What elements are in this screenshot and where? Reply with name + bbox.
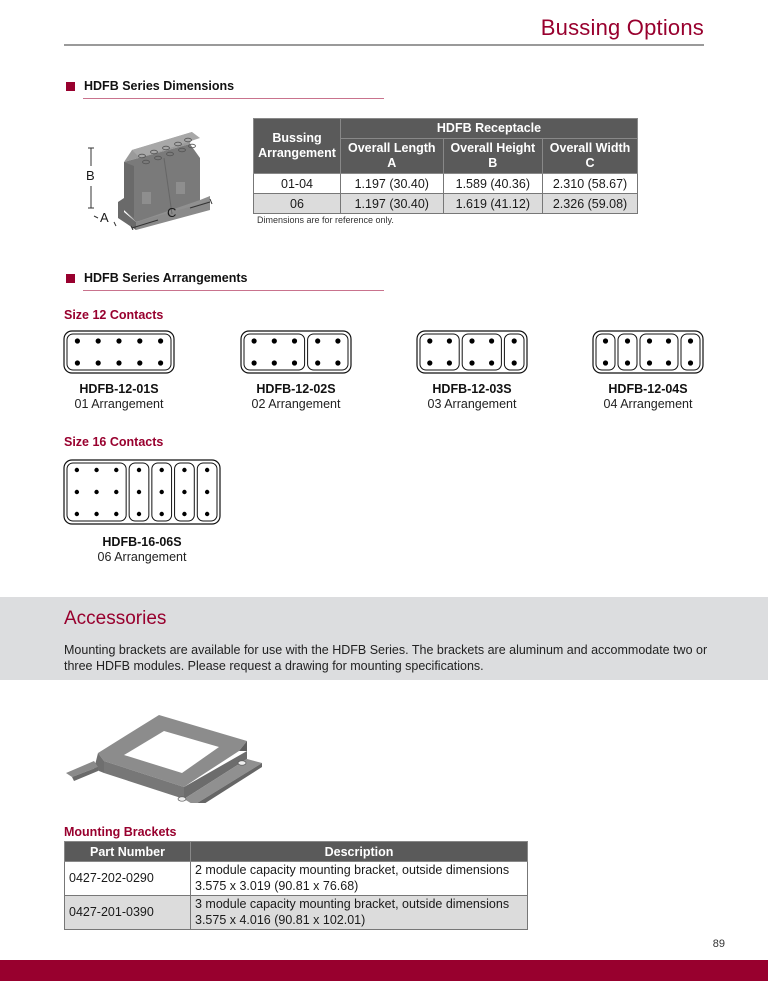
arrangement-name: 03 Arrangement (427, 397, 517, 411)
table-row (254, 194, 638, 214)
contact-dot (114, 512, 118, 516)
section-divider (83, 98, 384, 99)
shell-outline (64, 331, 174, 373)
shell-outline (64, 460, 220, 524)
contact-dot (688, 338, 693, 343)
table-cell: 2.326 (59.08) (543, 194, 638, 214)
contact-dot (489, 338, 494, 343)
footer-bar (0, 960, 768, 981)
contact-dot (205, 490, 209, 494)
section-heading-arrangements (66, 271, 247, 285)
contact-dot (252, 338, 257, 343)
contact-dot (114, 490, 118, 494)
shell-outline (241, 331, 351, 373)
contact-dot (512, 338, 517, 343)
size-12-heading: Size 12 Contacts (64, 308, 164, 322)
contact-dot (647, 338, 652, 343)
table-row (254, 174, 638, 194)
contact-dot (427, 360, 432, 365)
contact-dot (666, 338, 671, 343)
contact-dot (512, 360, 517, 365)
contact-dot (75, 512, 79, 516)
contact-dot (489, 360, 494, 365)
contact-dot (272, 360, 277, 365)
shell-outline (593, 331, 703, 373)
arrangement-part-number: HDFB-16-06S (102, 535, 182, 549)
contact-dot (205, 468, 209, 472)
accessories-description: Mounting brackets are available for use with the HDFB Series. The brackets are aluminum and accommodate two or three HDFB modules. Please request a drawing for mounting specifications. (64, 643, 708, 673)
page-number: 89 (712, 938, 725, 950)
bullet-square-icon (66, 274, 75, 283)
table-cell: 2.310 (58.67) (543, 174, 638, 194)
contact-dot (469, 360, 474, 365)
column-header-bussing-arrangement: Bussing Arrangement (254, 119, 341, 174)
table-cell: 1.589 (40.36) (443, 174, 543, 194)
contact-dot (625, 338, 630, 343)
table-cell: 06 (254, 194, 341, 214)
dimension-label-c: C (167, 205, 177, 220)
table-cell: 1.197 (30.40) (341, 194, 444, 214)
arrangement-hdfb-16-06s (54, 459, 230, 564)
column-group-header-receptacle: HDFB Receptacle (341, 119, 638, 139)
bullet-square-icon (66, 82, 75, 91)
contact-dot (158, 360, 163, 365)
section-heading-dimensions (66, 79, 234, 93)
contact-dot (292, 338, 297, 343)
contact-dot (447, 360, 452, 365)
contact-layout-diagram (63, 330, 175, 374)
contact-layout-diagram (416, 330, 528, 374)
description-cell: 2 module capacity mounting bracket, outside dimensions 3.575 x 3.019 (90.81 x 76.68) (191, 862, 528, 896)
shell-outline (417, 331, 527, 373)
accessories-title: Accessories (64, 608, 167, 629)
dimension-label-b: B (86, 168, 95, 183)
contact-dot (469, 338, 474, 343)
contact-dot (116, 360, 121, 365)
table-cell: 01-04 (254, 174, 341, 194)
column-header-length: Overall Length A (341, 139, 444, 174)
title-divider (64, 44, 704, 46)
table-row (65, 862, 528, 896)
contact-dot (292, 360, 297, 365)
contact-dot (114, 468, 118, 472)
contact-dot (75, 338, 80, 343)
page-title: Bussing Options (540, 15, 704, 40)
contact-layout-diagram (240, 330, 352, 374)
contact-dot (94, 468, 98, 472)
dimensions-table (253, 118, 638, 214)
contact-layout-diagram (592, 330, 704, 374)
part-number-cell: 0427-201-0390 (65, 896, 191, 930)
arrangement-part-number: HDFB-12-03S (432, 382, 512, 396)
contact-dot (666, 360, 671, 365)
contact-dot (137, 490, 141, 494)
contact-dot (160, 468, 164, 472)
arrangement-name: 06 Arrangement (97, 550, 187, 564)
column-header-width: Overall Width C (543, 139, 638, 174)
contact-dot (96, 338, 101, 343)
table-cell: 1.197 (30.40) (341, 174, 444, 194)
contact-dot (137, 338, 142, 343)
size-16-heading: Size 16 Contacts (64, 435, 164, 449)
dimension-label-a: A (100, 210, 109, 225)
contact-dot (315, 338, 320, 343)
contact-layout-diagram (63, 459, 221, 525)
contact-dot (116, 338, 121, 343)
arrangement-hdfb-12-03s (407, 330, 537, 411)
mounting-brackets-table (64, 841, 528, 930)
contact-dot (182, 512, 186, 516)
contact-dot (603, 360, 608, 365)
arrangement-name: 01 Arrangement (74, 397, 164, 411)
contact-dot (96, 360, 101, 365)
part-number-cell: 0427-202-0290 (65, 862, 191, 896)
contact-dot (335, 338, 340, 343)
section-heading-dimensions-text: HDFB Series Dimensions (84, 79, 235, 93)
contact-dot (75, 360, 80, 365)
arrangement-hdfb-12-02s (231, 330, 361, 411)
connector-body-illustration (118, 132, 210, 230)
section-divider (83, 290, 384, 291)
contact-dot (205, 512, 209, 516)
contact-dot (252, 360, 257, 365)
contact-dot (160, 490, 164, 494)
contact-dot (75, 490, 79, 494)
column-header-height: Overall Height B (443, 139, 543, 174)
contact-dot (647, 360, 652, 365)
contact-dot (160, 512, 164, 516)
arrangement-part-number: HDFB-12-01S (79, 382, 159, 396)
contact-dot (603, 338, 608, 343)
contact-dot (688, 360, 693, 365)
contact-dot (75, 468, 79, 472)
contact-dot (94, 512, 98, 516)
arrangement-hdfb-12-04s (583, 330, 713, 411)
column-header-part-number: Part Number (65, 842, 191, 862)
mounting-bracket-illustration (64, 703, 269, 803)
contact-dot (137, 512, 141, 516)
contact-dot (447, 338, 452, 343)
table-row (65, 896, 528, 930)
section-heading-arrangements-text: HDFB Series Arrangements (84, 271, 248, 285)
arrangement-name: 04 Arrangement (603, 397, 693, 411)
mounting-brackets-heading: Mounting Brackets (64, 825, 177, 839)
arrangement-hdfb-12-01s (54, 330, 184, 411)
arrangement-part-number: HDFB-12-04S (608, 382, 688, 396)
contact-dot (94, 490, 98, 494)
contact-dot (182, 468, 186, 472)
column-header-description: Description (191, 842, 528, 862)
contact-dot (427, 338, 432, 343)
contact-dot (315, 360, 320, 365)
contact-dot (137, 468, 141, 472)
arrangement-name: 02 Arrangement (251, 397, 341, 411)
arrangement-part-number: HDFB-12-02S (256, 382, 336, 396)
contact-dot (272, 338, 277, 343)
contact-dot (335, 360, 340, 365)
contact-dot (182, 490, 186, 494)
contact-dot (137, 360, 142, 365)
contact-dot (158, 338, 163, 343)
table-cell: 1.619 (41.12) (443, 194, 543, 214)
contact-dot (625, 360, 630, 365)
description-cell: 3 module capacity mounting bracket, outside dimensions 3.575 x 4.016 (90.81 x 102.01) (191, 896, 528, 930)
reference-note: Dimensions are for reference only. (257, 215, 394, 225)
